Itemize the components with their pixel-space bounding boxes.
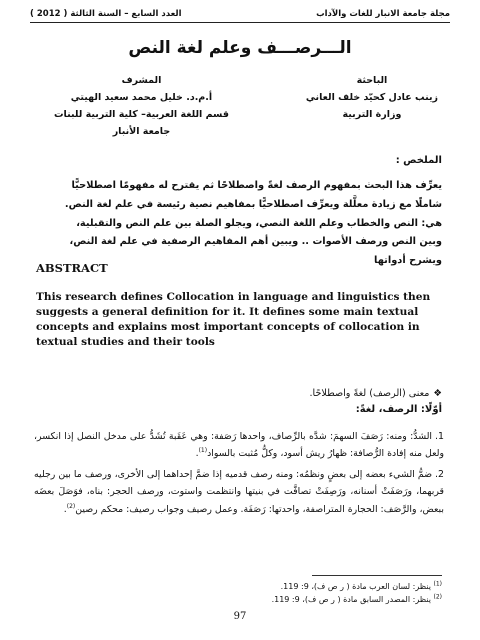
supervisor-dept: قسم اللغة العربية– كلية التربية للبنات (54, 109, 229, 120)
list-item: 2.ضمُّ الشيء بعضه إلى بعضٍ ونظمُه: ومنه رصف قدميه إذا ضمَّ إحداهما إلى الأخرى، ورصف ما بين رجليه قربهما، ورَصَفَتْ أسنانه، ورَصِفَتْ تصافَّت في بنيتها وانتظمت واستوت، ورصف الحجر: بناه، فوَصَلَ بعضَه ببعض، والرَّصَف: الحجارة المتراصفة، واحدتها: رَصَفَة. وعمل رصيف وجواب رصيف: محكم رصين$^{(2)}$. (34, 466, 444, 518)
footnote (34, 580, 442, 593)
item-text: ضمُّ الشيء بعضه إلى بعضٍ ونظمُه: ومنه رصف قدميه إذا ضمَّ إحداهما إلى الأخرى، ورصف ما بين رجليه قربهما، ورَصَفَتْ أسنانه، ورَصِفَتْ تصافَّت في بنيتها وانتظمت واستوت، ورصف الحجر: بناه، فوَصَلَ بعضَه ببعض، والرَّصَف: الحجارة المتراصفة، واحدتها: رَصَفَة. وعمل رصيف وجواب رصيف: محكم رصين (34, 468, 444, 515)
researcher-role: الباحثة (356, 75, 388, 86)
authors-block (54, 72, 438, 140)
footnote-text: ينظر: المصدر السابق مادة ( ر ص ف)، 9: 119. (271, 595, 431, 604)
header-issue: العدد السابع – السنة الثالثة ( 2012 ) (30, 9, 182, 19)
definition-list (34, 428, 444, 521)
footnote-rule (312, 575, 442, 576)
summary-line: يعرِّف هذا البحث بمفهوم الرصف لغةً واصطلاحًا ثم يقترح له مفهومًا اصطلاحيًّا (71, 180, 442, 191)
header-rule (30, 22, 450, 23)
footnotes (34, 580, 442, 606)
supervisor-name: أ.م.د. خليل محمد سعيد الهيتي (70, 92, 213, 103)
summary-text (34, 177, 442, 271)
summary-line: وبين النص ورصف الأصوات .. ويبين أهم المفاهيم الرصفية في علم لغة النص، (69, 236, 442, 248)
author-researcher (306, 72, 438, 140)
page-number: 97 (233, 611, 247, 622)
supervisor-org: جامعة الأنبار (112, 126, 171, 137)
item-number: 2. (435, 468, 444, 480)
meaning-text: معنى (الرصف) لغةً واصطلاحًا. (309, 388, 430, 399)
item-number: 1. (435, 431, 444, 442)
running-header (30, 7, 450, 21)
footnote-marker: (1) (433, 580, 442, 588)
header-journal: مجلة جامعة الانبار للغات والآداب (316, 9, 450, 19)
footnote-text: ينظر: لسان العرب مادة ( ر ص ف)، 9: 119. (280, 582, 431, 591)
summary-line: شاملًا مع زيادة معلَّلة ويعرِّف اصطلاحيًّا بمفاهيم نصية رئيسة في علم لغة النص. (64, 198, 442, 210)
supervisor-role: المشرف (121, 75, 162, 86)
abstract-heading: ABSTRACT (36, 261, 108, 275)
researcher-name: زينب عادل كحيّد خلف العاني (305, 92, 438, 103)
diamond-bullet-icon: ❖ (433, 388, 442, 399)
item-text: الشدُّ: ومنه: رَصَفَ السهمَ: شدَّه بالرِّصاف، واحدها رَصَفة: وهي عَقَبة تُشَدُّ على مدخل النصل إذا انكسر، ولعل منه إفادة الرُّصافة: ظهارُ ريش أسود، وكلُّ مُثبت بالسواد (34, 431, 444, 460)
footnote (34, 593, 442, 606)
section-meaning (34, 388, 442, 399)
list-item: 1.الشدُّ: ومنه: رَصَفَ السهمَ: شدَّه بالرِّصاف، واحدها رَصَفة: وهي عَقَبة تُشَدُّ على مدخل النصل إذا انكسر، ولعل منه إفادة الرُّصافة: ظهارُ ريش أسود، وكلُّ مُثبت بالسواد$^{(1)}$. (34, 428, 444, 463)
paper-title: الـــرصـــف وعلم لغة النص (128, 38, 352, 58)
summary-line: هي: النص والخطاب وعلم اللغة النصي، ويجلو الصلة بين علم النص والتقبلية، (76, 217, 442, 229)
abstract-text: This research defines Collocation in language and linguistics then suggests a general definition for it. It defines some main textual concepts and explains most important concepts of collocation in textual studies and their tools (36, 291, 431, 348)
author-supervisor (54, 72, 229, 140)
footnote-ref[interactable]: (2) (66, 502, 76, 510)
researcher-org: وزارة التربية (342, 109, 402, 120)
first-heading: أوّلًا: الرصف، لغةً: (355, 404, 442, 415)
footnote-ref[interactable]: (1) (198, 447, 208, 455)
footnote-marker: (2) (433, 593, 442, 601)
summary-line: ويشرح أدواتها (374, 255, 442, 267)
summary-label: الملخص : (395, 155, 442, 166)
